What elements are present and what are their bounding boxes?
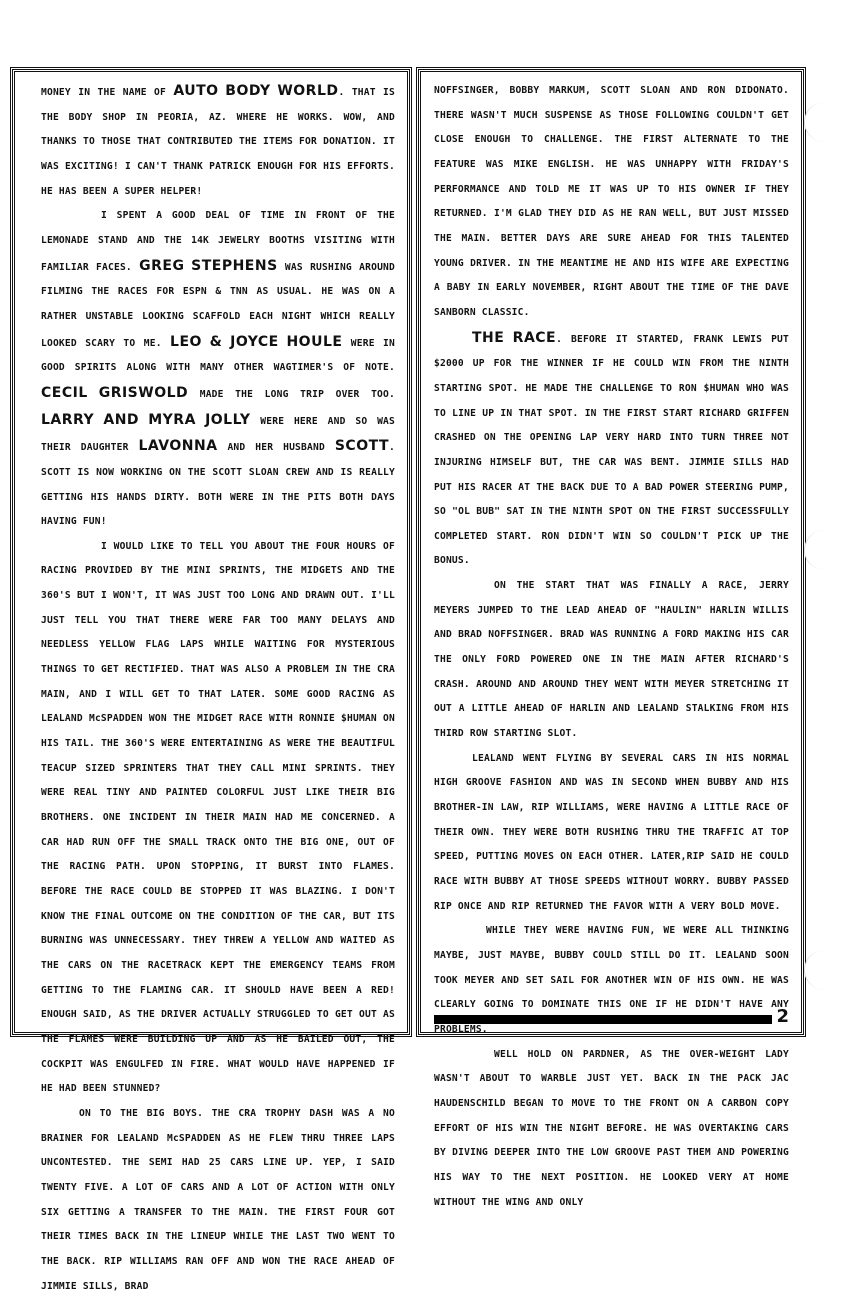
paragraph (41, 1102, 395, 1299)
text: MADE THE LONG TRIP OVER TOO. (188, 388, 395, 400)
left-column (12, 69, 410, 1292)
highlighted-name: SCOTT (334, 438, 390, 455)
text: MONEY IN THE NAME OF (41, 87, 174, 98)
paragraph (434, 79, 789, 326)
text: ON TO THE BIG BOYS. THE CRA TROPHY DASH WAS A NO BRAINER FOR LEALAND McSPADDEN AS HE FLEW THRU THREE LAPS UNCONTESTED. THE SEMI HAD 25 CARS LINE UP. YEP, I SAID TWENTY FIVE. A LOT OF CARS AND A LOT OF ACTION WITH ONLY SIX GETTING A TRANSFER TO THE MAIN. THE FIRST FOUR GOT THEIR TIMES BACK IN THE LINEUP WHILE THE LAST TWO WENT TO THE BACK. RIP WILLIAMS RAN OFF AND WON THE RACE AHEAD OF JIMMIE SILLS, BRAD (41, 1107, 395, 1292)
paragraph (434, 747, 789, 920)
highlighted-name: LARRY AND MYRA JOLLY (41, 411, 251, 428)
page-footer (434, 1008, 789, 1026)
text: . THAT IS THE BODY SHOP IN PEORIA, AZ. WHERE HE WORKS. WOW, AND THANKS TO THOSE THAT CONTRIBUTED THE ITEMS FOR DONATION. IT WAS EXCITING! I CAN'T THANK PATRICK ENOUGH FOR HIS EFFORTS. HE HAS BEEN A SUPER HELPER! (41, 87, 396, 197)
text: WELL HOLD ON PARDNER, AS THE OVER-WEIGHT LADY WASN'T ABOUT TO WARBLE JUST YET. BACK IN THE PACK JAC HAUDENSCHILD BEGAN TO MOVE TO THE FRONT ON A CARBON COPY EFFORT OF HIS WIN THE NIGHT BEFORE. HE WAS OVERTAKING CARS BY DIVING DEEPER INTO THE LOW GROOVE PAST THEM AND POWERING HIS WAY TO THE NEXT POSITION. HE LOOKED VERY AT HOME WITHOUT THE WING AND ONLY (434, 1048, 789, 1208)
text: WERE HERE AND SO WAS THEIR DAUGHTER (41, 415, 396, 454)
punch-hole (804, 102, 845, 142)
page-number: 2 (776, 1006, 789, 1027)
paragraph (434, 574, 789, 747)
text: AND HER HUSBAND (217, 442, 335, 454)
punch-hole (804, 950, 845, 990)
text: . BEFORE IT STARTED, FRANK LEWIS PUT $2000 UP FOR THE WINNER IF HE COULD WIN FROM THE NINTH STARTING SPOT. HE MADE THE CHALLENGE TO RON $HUMAN WHO WAS TO LINE UP IN THAT SPOT. IN THE FIRST START RICHARD GRIFFEN CRASHED ON THE OPENING LAP VERY HARD INTO TURN THREE NOT INJURING HIMSELF BUT, THE CAR WAS BENT. JIMMIE SILLS HAD PUT HIS RACER AT THE BACK DUE TO A BAD POWER STEERING PUMP, SO "OL BUB" SAT IN THE NINTH SPOT ON THE FIRST SUCCESSFULLY COMPLETED START. RON DIDN'T WIN SO COULDN'T PICK UP THE BONUS. (434, 333, 789, 567)
text: ON THE START THAT WAS FINALLY A RACE, JERRY MEYERS JUMPED TO THE LEAD AHEAD OF "HAULIN" HARLIN WILLIS AND BRAD NOFFSINGER. BRAD WAS RUNNING A FORD MAKING HIS CAR THE ONLY FORD POWERED ONE IN THE MAIN AFTER RICHARD'S CRASH. AROUND AND AROUND THEY WENT WITH MEYER STRETCHING IT OUT A LITTLE AHEAD OF HARLIN AND LEALAND STALKING FROM HIS THIRD ROW STARTING SLOT. (434, 580, 789, 740)
text: WHILE THEY WERE HAVING FUN, WE WERE ALL THINKING MAYBE, JUST MAYBE, BUBBY COULD STILL DO IT. LEALAND SOON TOOK MEYER AND SET SAIL FOR ANOTHER WIN OF HIS OWN. HE WAS CLEARLY GOING TO DOMINATE THIS ONE IF HE DIDN'T HAVE ANY PROBLEMS. (434, 925, 789, 1035)
paragraph (41, 79, 395, 204)
highlighted-name: GREG STEPHENS (139, 257, 278, 274)
text: I WOULD LIKE TO TELL YOU ABOUT THE FOUR HOURS OF RACING PROVIDED BY THE MINI SPRINTS, THE MIDGETS AND THE 360'S BUT I WON'T, IT WAS JUST TOO LONG AND DRAWN OUT. I'LL JUST TELL YOU THAT THERE WERE FAR TOO MANY DELAYS AND NEEDLESS YELLOW FLAG LAPS WHILE WAITING FOR MYSTERIOUS THINGS TO GET RECTIFIED. THAT WAS ALSO A PROBLEM IN THE CRA MAIN, AND I WILL GET TO THAT LATER. SOME GOOD RACING AS LEALAND McSPADDEN WON THE MIDGET RACE WITH RONNIE $HUMAN ON HIS TAIL. THE 360'S WERE ENTERTAINING AS WERE THE BEAUTIFUL TEACUP SIZED SPRINTERS THAT THEY CALL MINI SPRINTS. THEY WERE REAL TINY AND PAINTED COLORFUL JUST LIKE THEIR BIG BROTHERS. ONE INCIDENT IN THEIR MAIN HAD ME CONCERNED. A CAR HAD RUN OFF THE SMALL TRACK ONTO THE BIG ONE, OUT OF THE RACING PATH. UPON STOPPING, IT BURST INTO FLAMES. BEFORE THE RACE COULD BE STOPPED IT WAS BLAZING. I DON'T KNOW THE FINAL OUTCOME ON THE CONDITION OF THE CAR, BUT ITS BURNING WAS UNNECESSARY. THEY THREW A YELLOW AND WAITED AS THE CARS ON THE RACETRACK KEPT THE EMERGENCY TEAMS FROM GETTING TO THE FLAMING CAR. IT SHOULD HAVE BEEN A RED! ENOUGH SAID, AS THE DRIVER ACTUALLY STRUGGLED TO GET OUT AS THE FLAMES WERE BUILDING UP AND AS HE BAILED OUT, THE COCKPIT WAS ENGULFED IN FIRE. WHAT WOULD HAVE HAPPENED IF HE HAD BEEN STUNNED? (41, 540, 395, 1095)
paragraph (41, 204, 395, 535)
highlighted-name: LEO & JOYCE HOULE (170, 333, 343, 350)
highlighted-name: LAVONNA (138, 438, 218, 455)
paragraph (434, 1043, 789, 1216)
highlighted-name: AUTO BODY WORLD (173, 83, 339, 99)
paragraph (41, 535, 395, 1102)
text: LEALAND WENT FLYING BY SEVERAL CARS IN HIS NORMAL HIGH GROOVE FASHION AND WAS IN SECOND WHEN BUBBY AND HIS BROTHER-IN LAW, RIP WILLIAMS, WERE HAVING A LITTLE RACE OF THEIR OWN. THEY WERE BOTH RUSHING THRU THE TRAFFIC AT TOP SPEED, PUTTING MOVES ON EACH OTHER. LATER,RIP SAID HE COULD RACE WITH BUBBY AT THOSE SPEEDS WITHOUT WORRY. BUBBY PASSED RIP ONCE AND RIP RETURNED THE FAVOR WITH A VERY BOLD MOVE. (434, 752, 789, 912)
text: WERE IN GOOD SPIRITS ALONG WITH MANY OTHER WAGTIMER'S OF NOTE. (41, 337, 395, 374)
text: I SPENT A GOOD DEAL OF TIME IN FRONT OF THE LEMONADE STAND AND THE 14K JEWELRY BOOTHS VISITING WITH FAMILIAR FACES. (41, 210, 395, 273)
punch-hole (804, 530, 845, 570)
text: WAS RUSHING AROUND FILMING THE RACES FOR ESPN & TNN AS USUAL. HE WAS ON A RATHER UNSTABLE LOOKING SCAFFOLD EACH NIGHT WHICH REALLY LOOKED SCARY TO ME. (41, 261, 396, 349)
section-heading: THE RACE (472, 329, 557, 346)
highlighted-name: CECIL GRISWOLD (41, 384, 189, 401)
text: . SCOTT IS NOW WORKING ON THE SCOTT SLOAN CREW AND IS REALLY GETTING HIS HANDS DIRTY. BOTH WERE IN THE PITS BOTH DAYS HAVING FUN! (41, 442, 396, 528)
footer-bar (434, 1015, 772, 1024)
paragraph (434, 326, 789, 575)
text: NOFFSINGER, BOBBY MARKUM, SCOTT SLOAN AND RON DIDONATO. THERE WASN'T MUCH SUSPENSE AS THOSE FOLLOWING COULDN'T GET CLOSE ENOUGH TO CHALLENGE. THE FIRST ALTERNATE TO THE FEATURE WAS MIKE ENGLISH. HE WAS UNHAPPY WITH FRIDAY'S PERFORMANCE AND TOLD ME IT WAS UP TO HIS OWNER IF THEY RETURNED. I'M GLAD THEY DID AS HE RAN WELL, BUT JUST MISSED THE MAIN. BETTER DAYS ARE SURE AHEAD FOR THIS TALENTED YOUNG DRIVER. IN THE MEANTIME HE AND HIS WIFE ARE EXPECTING A BABY IN EARLY NOVEMBER, RIGHT ABOUT THE TIME OF THE DAVE SANBORN CLASSIC. (434, 85, 789, 318)
right-column (418, 69, 804, 1208)
